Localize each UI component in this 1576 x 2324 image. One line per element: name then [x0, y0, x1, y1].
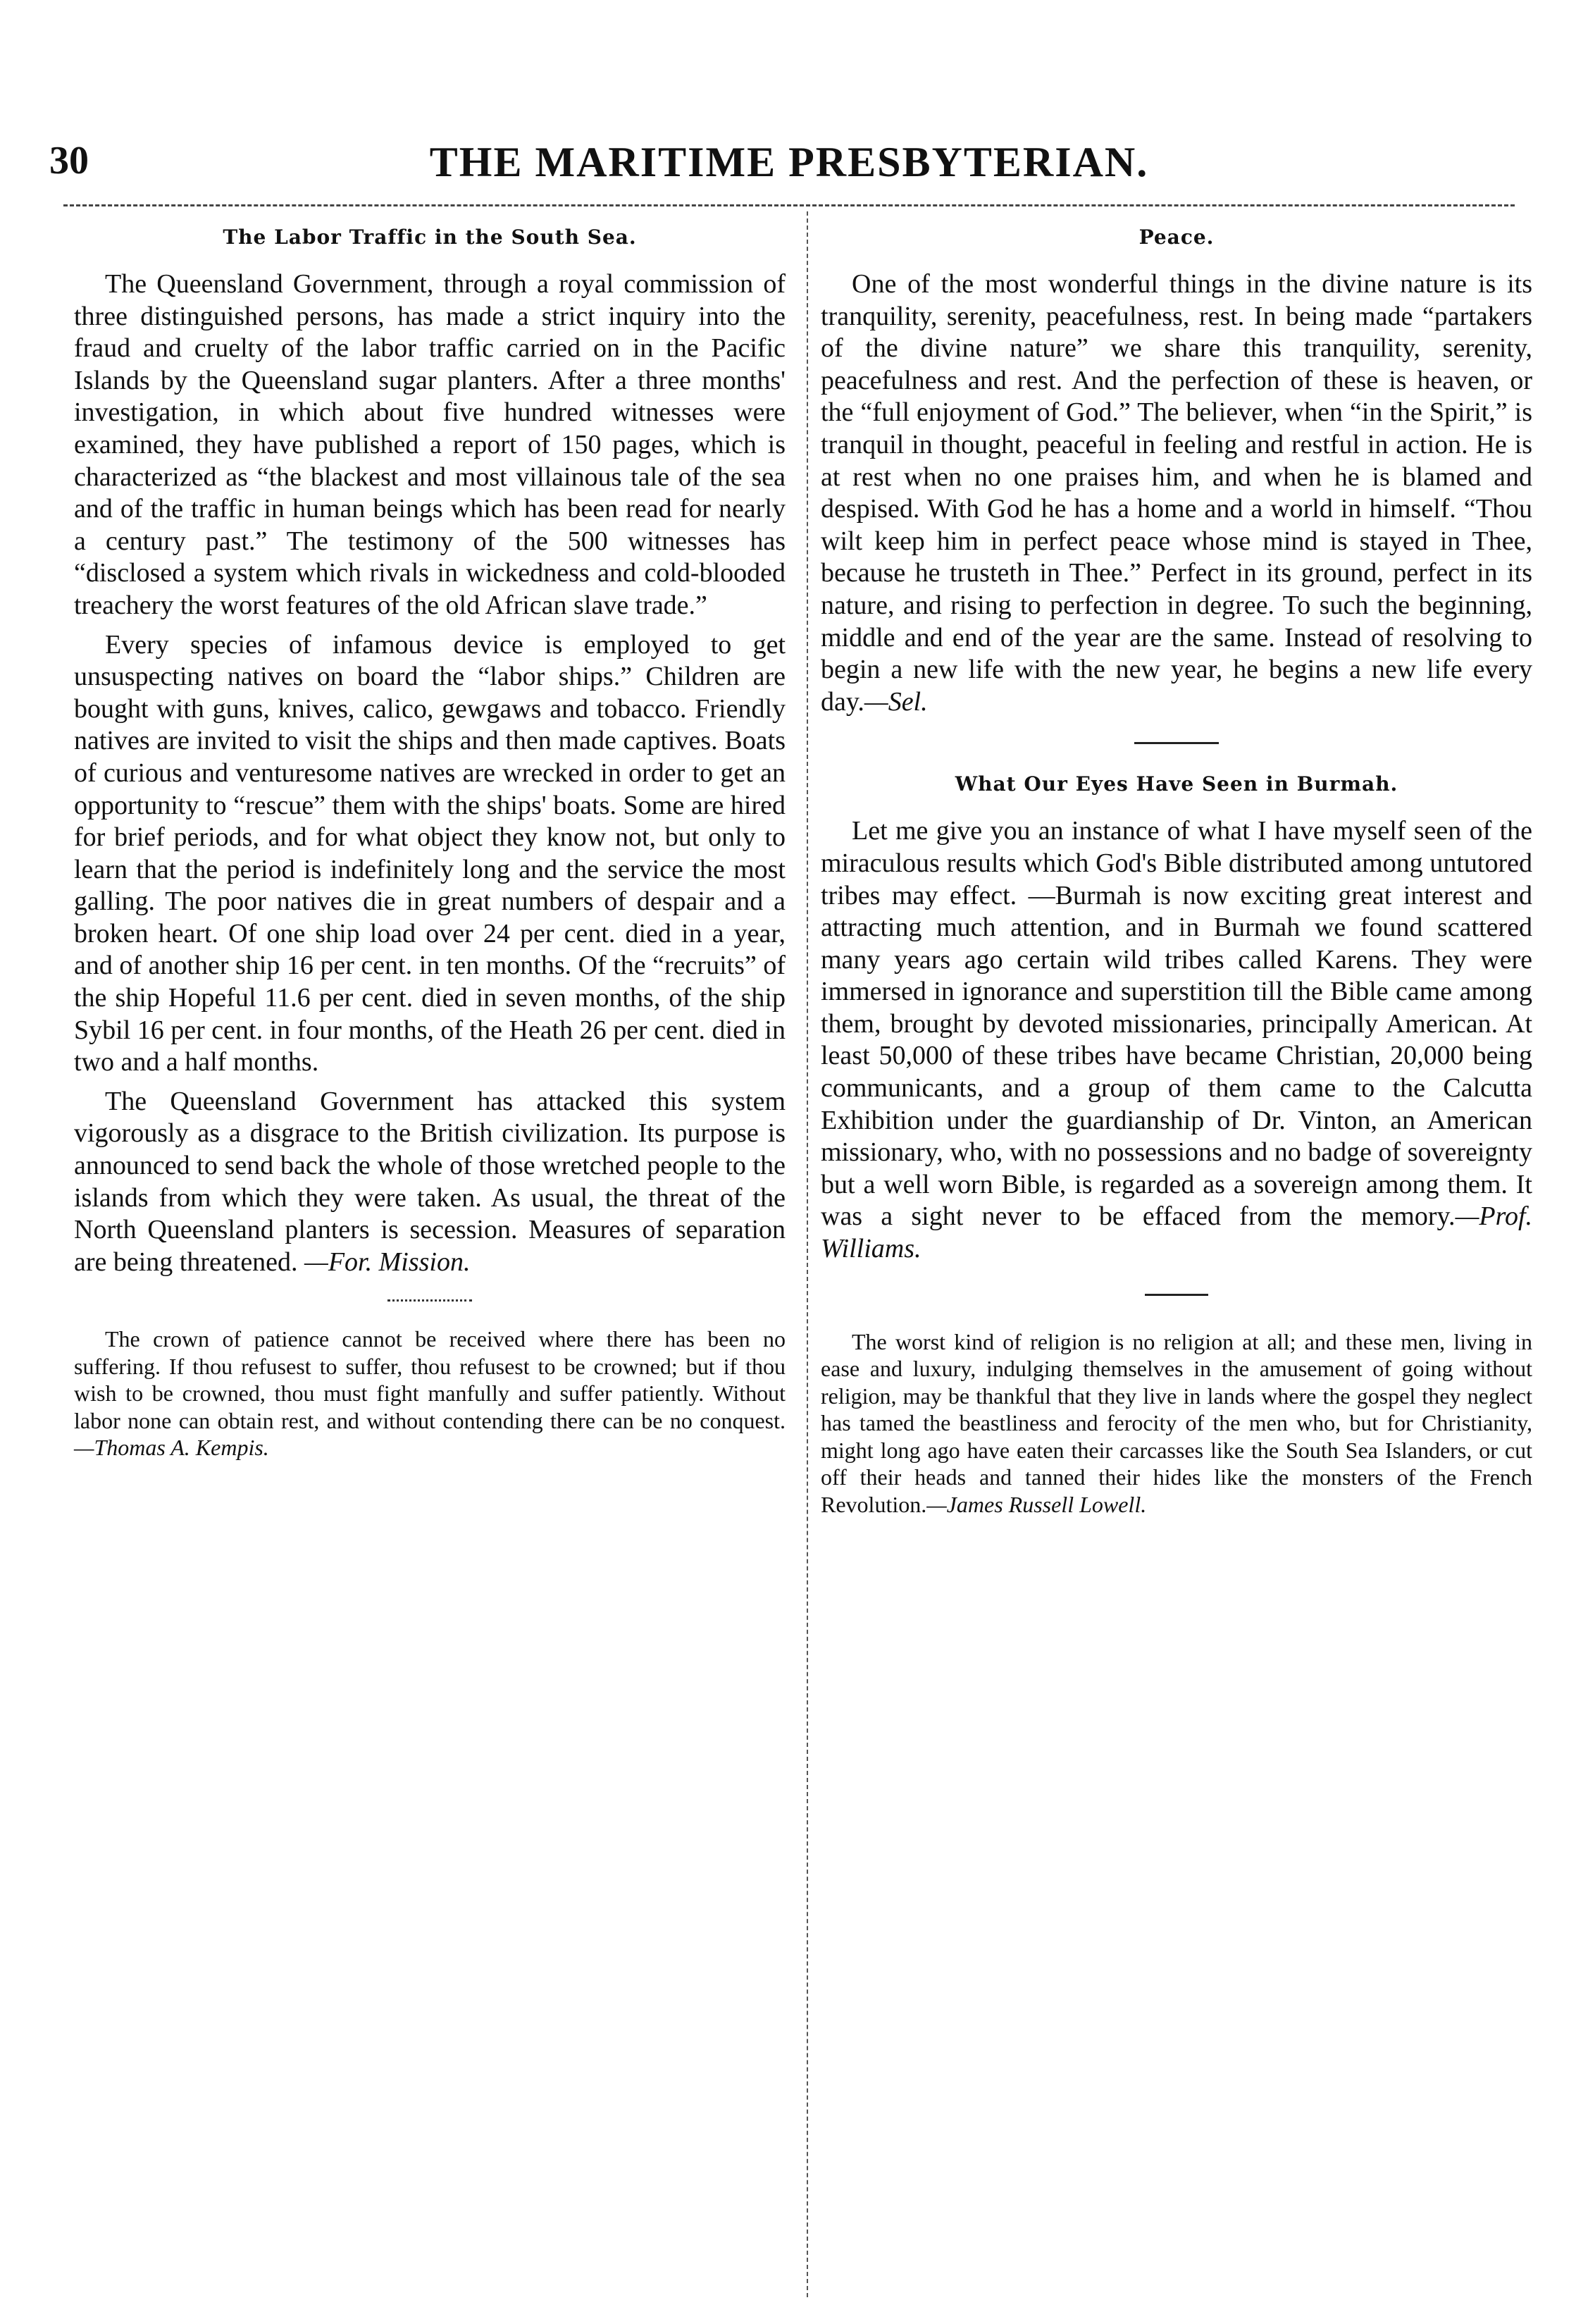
article-paragraph: The Queensland Government, through a royal commission of three distinguished persons, has made a strict inquiry into the fraud and cruelty of the labor traffic carried on in the Pacific Islands by the Queensland sugar planters. After a three months' investigation, in which about five hundred witnesses were examined, they have published a report of 150 pages, which is characterized as “the blackest and most villainous tale of the sea and of the traffic in human beings which has been read for nearly a century past.” The testimony of the 500 witnesses has “disclosed a system which rivals in wickedness and cold-blooded treachery the worst features of the old African slave trade.” [74, 269, 786, 620]
article-paragraph [74, 1325, 786, 1461]
article-title-labor-traffic: The Labor Traffic in the South Sea. [223, 225, 637, 249]
page-number: 30 [49, 139, 89, 183]
article-title-peace: Peace. [1138, 225, 1215, 249]
section-divider [1134, 742, 1219, 744]
attribution: —For. Mission. [304, 1247, 471, 1277]
article-paragraph [821, 1328, 1532, 1519]
paragraph-text: Let me give you an instance of what I have myself seen of the miraculous results which God's Bible distributed among untutored tribes may effect. —Burmah is now exciting great interest and attracting much attention, and in Burmah we found scattered many years ago certain wild tribes called Karens. They were immersed in ignorance and superstition till the Bible came among them, brought by devoted missionaries, principally American. At least 50,000 of these tribes have became Christian, 20,000 being communicants, and a group of them came to the Calcutta Exhibition under the guardianship of Dr. Vinton, an American missionary, who, with no possessions and no badge of sovereignty but a well worn Bible, is regarded as a sovereign among them. It was a sight never to be effaced from the memory. [821, 816, 1532, 1232]
column-divider [807, 211, 808, 2297]
attribution: —Thomas A. Kempis. [74, 1435, 269, 1461]
section-divider [387, 1299, 472, 1302]
article-title-burmah: What Our Eyes Have Seen in Burmah. [955, 772, 1398, 796]
section-divider [1145, 1294, 1208, 1296]
page-header [49, 138, 1529, 202]
attribution: —Sel. [864, 686, 928, 717]
article-paragraph [821, 268, 1532, 718]
attribution: —James Russell Lowell. [926, 1491, 1147, 1517]
article-paragraph [821, 815, 1532, 1265]
paragraph-text: The Queensland Government has attacked this system vigorously as a disgrace to the British civilization. Its purpose is announced to send back the whole of those wretched people to the islands from which they were taken. As usual, the threat of the North Queensland planters is secession. Measures of separation are being threatened. [74, 1086, 786, 1277]
paragraph-text: The worst kind of religion is no religion at all; and these men, living in ease and luxury, indulging themselves in the amusement of going without religion, may be thankful that they live in lands where the gospel they neglect has tamed the beastliness and ferocity of the men who, but for Christianity, might long ago have eaten their carcasses like the South Sea Islanders, or cut off their heads and tanned their hides like the monsters of the French Revolution. [821, 1328, 1532, 1517]
left-column [74, 218, 786, 1469]
journal-title: THE MARITIME PRESBYTERIAN. [429, 139, 1149, 185]
article-paragraph [74, 1086, 786, 1279]
attribution: —Prof. Williams. [821, 1201, 1532, 1264]
paragraph-text: One of the most wonderful things in the divine nature is its tranquility, serenity, peacefulness, rest. In being made “partakers of the divine nature” we share this tranquility, serenity, peacefulness and rest. And the perfection of these is heaven, or the “full enjoyment of God.” The believer, when “in the Spirit,” is tranquil in thought, peaceful in feeling and restful in action. He is at rest when no one praises him, and when he is blamed and despised. With God he has a home and a world in himself. “Thou wilt keep him in perfect peace whose mind is stayed in Thee, because he trusteth in Thee.” Perfect in its ground, perfect in its nature, and rising to perfection in degree. To such the beginning, middle and end of the year are the same. Instead of resolving to begin a new life with the new year, he begins a new life every day. [821, 269, 1532, 717]
right-column [821, 218, 1532, 1525]
header-rule [63, 204, 1515, 206]
article-paragraph: Every species of infamous device is employed to get unsuspecting natives on board the “labor ships.” Children are bought with guns, knives, calico, gewgaws and tobacco. Friendly natives are invited to visit the ships and then made captives. Boats of curious and venturesome natives are wrecked in order to get an opportunity to “rescue” them with the ships' boats. Some are hired for brief periods, and for what object they know not, but only to learn that the period is indefinitely long and the service the most galling. The poor natives die in great numbers of despair and a broken heart. Of one ship load over 24 per cent. died in a year, and of another ship 16 per cent. in ten months. Of the “recruits” of the ship Hopeful 11.6 per cent. died in seven months, of the ship Sybil 16 per cent. in four months, of the Heath 26 per cent. died in two and a half months. [74, 629, 786, 1077]
paragraph-text: The crown of patience cannot be received where there has been no suffering. If thou refusest to suffer, thou refusest to be crowned; but if thou wish to be crowned, thou must fight manfully and suffer patiently. Without labor none can obtain rest, and without contending there can be no conquest. [74, 1326, 786, 1433]
